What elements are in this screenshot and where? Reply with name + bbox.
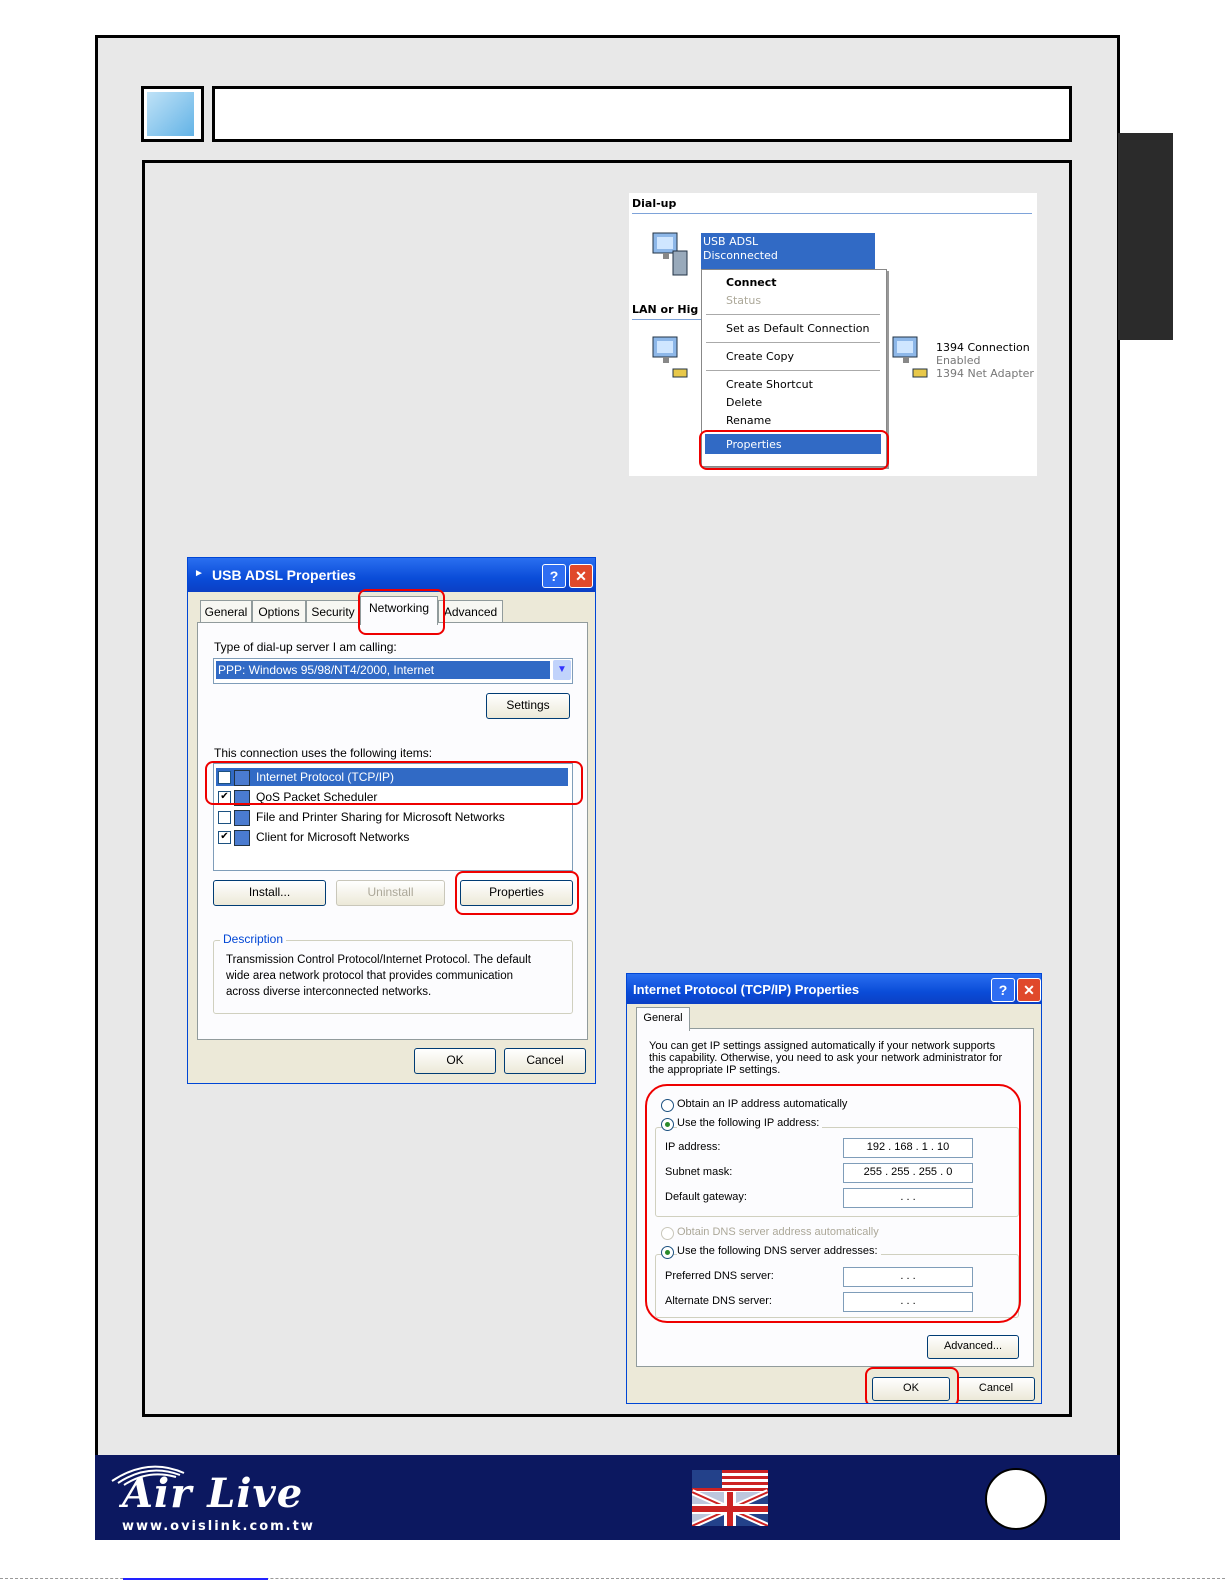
list-item[interactable]: ✔ QoS Packet Scheduler <box>216 788 568 806</box>
lan-header: LAN or Hig <box>632 303 699 316</box>
description-line: Transmission Control Protocol/Internet Protocol. The default <box>226 954 531 966</box>
properties-button-callout <box>455 871 579 915</box>
tab-advanced[interactable]: Advanced <box>438 600 503 623</box>
menu-create-copy[interactable]: Create Copy <box>726 350 794 363</box>
properties-callout <box>699 430 889 470</box>
chevron-down-icon: ▼ <box>553 660 571 680</box>
tab-networking[interactable]: Networking <box>360 596 438 625</box>
alternate-dns-label: Alternate DNS server: <box>665 1295 772 1307</box>
cancel-button[interactable]: Cancel <box>504 1048 586 1074</box>
menu-connect[interactable]: Connect <box>726 276 777 289</box>
airlive-logo: Air Live <box>122 1470 304 1517</box>
use-ip-label: Use the following IP address: <box>677 1117 822 1129</box>
network-connections-screenshot <box>629 193 1037 476</box>
menu-rename[interactable]: Rename <box>726 414 772 427</box>
list-item[interactable]: ✔ Internet Protocol (TCP/IP) <box>216 768 568 786</box>
section-number-box <box>141 86 204 142</box>
properties-button[interactable]: Properties <box>460 880 573 906</box>
intro-line: this capability. Otherwise, you need to ask your network administrator for <box>649 1052 1003 1064</box>
ok-button[interactable]: OK <box>414 1048 496 1074</box>
network-connection-icon <box>649 229 691 277</box>
help-icon[interactable]: ? <box>542 564 566 588</box>
usb-adsl-connection[interactable]: USB ADSL Disconnected <box>701 233 875 283</box>
dialog-title: Internet Protocol (TCP/IP) Properties <box>633 982 860 997</box>
close-icon[interactable]: ✕ <box>569 564 593 588</box>
ok-button[interactable]: OK <box>872 1377 950 1401</box>
intro-line: the appropriate IP settings. <box>649 1064 781 1076</box>
obtain-dns-label: Obtain DNS server address automatically <box>677 1226 879 1238</box>
ip-address-label: IP address: <box>665 1141 721 1153</box>
items-label: This connection uses the following items: <box>214 746 433 760</box>
menu-properties[interactable]: Properties <box>726 438 782 451</box>
us-uk-flag-icon <box>692 1470 768 1526</box>
tab-general[interactable]: General <box>636 1007 690 1031</box>
dialog-title: USB ADSL Properties <box>212 567 356 583</box>
default-gateway-label: Default gateway: <box>665 1191 747 1203</box>
preferred-dns-field[interactable]: . . . <box>843 1267 973 1287</box>
tab-security[interactable]: Security <box>306 600 360 623</box>
intro-line: You can get IP settings assigned automatically if your network supports <box>649 1040 996 1052</box>
dialup-type-select[interactable]: PPP: Windows 95/98/NT4/2000, Internet ▼ <box>213 658 573 684</box>
tab-options[interactable]: Options <box>252 600 306 623</box>
obtain-ip-label: Obtain an IP address automatically <box>677 1098 848 1110</box>
usb-adsl-properties-dialog <box>187 557 596 1084</box>
tcpip-item-callout <box>205 761 583 805</box>
checkbox[interactable]: ✔ <box>218 831 231 844</box>
dialup-type-label: Type of dial-up server I am calling: <box>214 640 397 654</box>
dialog-title-bar <box>627 974 1041 1004</box>
chapter-side-tab <box>1118 133 1173 340</box>
help-icon[interactable]: ? <box>991 978 1015 1002</box>
list-item[interactable]: ✔ Client for Microsoft Networks <box>216 828 568 846</box>
section-title-bar <box>212 86 1072 142</box>
file-sharing-icon <box>234 810 250 826</box>
1394-connection-icon <box>889 333 931 381</box>
menu-create-shortcut[interactable]: Create Shortcut <box>726 378 813 391</box>
settings-button[interactable]: Settings <box>486 693 570 719</box>
1394-connection-label[interactable]: 1394 Connection Enabled 1394 Net Adapter <box>936 341 1034 380</box>
description-line: across diverse interconnected networks. <box>226 986 432 998</box>
page-number-circle <box>985 1468 1047 1530</box>
checkbox[interactable]: ✔ <box>218 791 231 804</box>
ip-settings-callout <box>645 1084 1021 1323</box>
subnet-mask-field[interactable]: 255 . 255 . 255 . 0 <box>843 1163 973 1183</box>
ok-button-callout <box>865 1367 959 1404</box>
menu-set-default[interactable]: Set as Default Connection <box>726 322 870 335</box>
website-url: www.ovislink.com.tw <box>122 1519 315 1534</box>
list-item[interactable]: File and Printer Sharing for Microsoft Networks <box>216 808 568 826</box>
close-icon[interactable]: ✕ <box>1017 978 1041 1002</box>
menu-status: Status <box>726 294 762 307</box>
client-icon <box>234 830 250 846</box>
tcpip-properties-dialog <box>626 973 1042 1404</box>
dialog-title-bar: ► USB ADSL Properties ? ✕ <box>188 558 595 592</box>
alternate-dns-field[interactable]: . . . <box>843 1292 973 1312</box>
checkbox[interactable] <box>218 811 231 824</box>
uninstall-button: Uninstall <box>336 880 445 906</box>
advanced-button[interactable]: Advanced... <box>927 1335 1019 1359</box>
bottom-link-underline <box>123 1578 268 1580</box>
description-line: wide area network protocol that provides communication <box>226 970 514 982</box>
menu-delete[interactable]: Delete <box>726 396 763 409</box>
tab-general[interactable]: General <box>200 600 252 623</box>
ip-address-field[interactable]: 192 . 168 . 1 . 10 <box>843 1138 973 1158</box>
default-gateway-field[interactable]: . . . <box>843 1188 973 1208</box>
description-label: Description <box>220 932 286 946</box>
subnet-mask-label: Subnet mask: <box>665 1166 733 1178</box>
lan-connection-icon <box>649 333 691 381</box>
preferred-dns-label: Preferred DNS server: <box>665 1270 774 1282</box>
install-button[interactable]: Install... <box>213 880 326 906</box>
cancel-button[interactable]: Cancel <box>957 1377 1035 1401</box>
use-dns-label: Use the following DNS server addresses: <box>677 1245 881 1257</box>
networking-tab-callout <box>358 589 445 635</box>
dialup-header: Dial-up <box>632 197 677 210</box>
checkbox[interactable]: ✔ <box>218 771 231 784</box>
